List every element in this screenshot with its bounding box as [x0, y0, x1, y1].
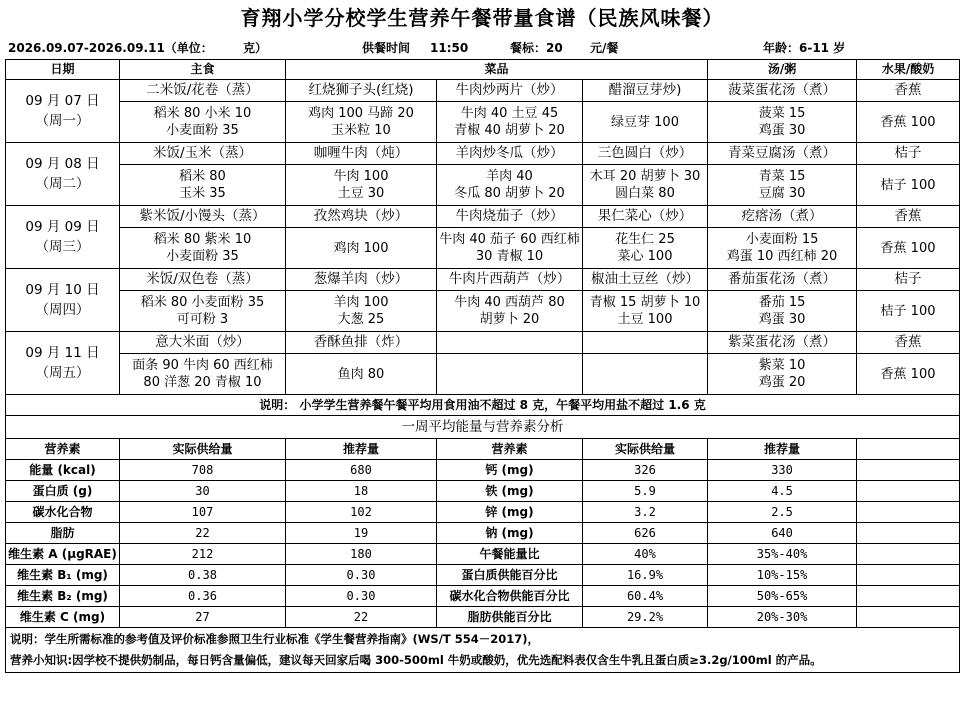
dish1-ingredients	[286, 291, 437, 332]
ingredient-line: 鸡蛋 30	[758, 123, 806, 138]
nutrient-value: 18	[286, 481, 437, 502]
soup-ingredients	[708, 228, 857, 269]
dish1-dish-name: 香酥鱼排（炸）	[286, 332, 437, 354]
ingredient-line: 土豆 100	[617, 312, 673, 327]
ingredient-line: 30 青椒 10	[475, 249, 544, 264]
menu-table	[5, 59, 960, 673]
nutrient-blank	[857, 481, 960, 502]
day-dish-row	[6, 332, 960, 354]
nutrient-row	[6, 502, 960, 523]
day-date-cell	[6, 332, 120, 395]
ingredient-line: 青椒 40 胡萝卜 20	[454, 123, 565, 138]
day-weekday: （周五）	[35, 365, 90, 381]
nutrient-blank	[857, 502, 960, 523]
dish2-dish-name: 牛肉片西葫芦（炒）	[437, 269, 583, 291]
dish2-ingredients	[437, 228, 583, 269]
dish2-dish-name: 羊肉炒冬瓜（炒）	[437, 143, 583, 165]
menu-header-row	[6, 60, 960, 80]
ingredient-line: 玉米 35	[179, 186, 226, 201]
fruit-ingredients	[857, 354, 960, 395]
staple-dish-name: 意大米面（炒）	[120, 332, 286, 354]
soup-dish-name: 番茄蛋花汤（煮）	[708, 269, 857, 291]
ingredient-line: 胡萝卜 20	[479, 312, 540, 327]
ingredient-line: 土豆 30	[337, 186, 385, 201]
nutrient-blank	[857, 523, 960, 544]
soup-dish-name: 青菜豆腐汤（煮）	[708, 143, 857, 165]
analysis-title: 一周平均能量与营养素分析	[6, 416, 960, 439]
nutrient-header: 营养素	[437, 439, 583, 460]
ingredient-line: 鸡蛋 30	[758, 312, 806, 327]
nutrient-row	[6, 481, 960, 502]
nutrient-value: 35%-40%	[708, 544, 857, 565]
dish1-dish-name: 孜然鸡块（炒）	[286, 206, 437, 228]
ingredient-line: 木耳 20 胡萝卜 30	[589, 169, 701, 184]
day-date: 09 月 07 日	[25, 93, 100, 109]
ingredient-line: 稻米 80	[179, 169, 226, 184]
day-date: 09 月 11 日	[25, 345, 100, 361]
dish1-ingredients	[286, 102, 437, 143]
ingredient-line: 鸡肉 100	[333, 240, 389, 256]
dish3-dish-name: 三色圆白（炒）	[583, 143, 708, 165]
ingredient-line: 80 洋葱 20 青椒 10	[143, 375, 262, 390]
nutrient-value: 212	[120, 544, 286, 565]
dish1-ingredients	[286, 165, 437, 206]
fruit-ingredients	[857, 291, 960, 332]
dish3-dish-name	[583, 332, 708, 354]
nutrient-blank	[857, 565, 960, 586]
ingredient-line: 玉米粒 10	[331, 123, 391, 138]
day-date-cell	[6, 206, 120, 269]
nutrient-value: 19	[286, 523, 437, 544]
nutrient-header-row	[6, 439, 960, 460]
dish3-dish-name: 果仁菜心（炒）	[583, 206, 708, 228]
nutrient-value: 50%-65%	[708, 586, 857, 607]
nutrient-value: 0.30	[286, 565, 437, 586]
ingredient-line: 小麦面粉 35	[166, 249, 239, 264]
nutrient-value: 0.38	[120, 565, 286, 586]
dish3-ingredients	[583, 291, 708, 332]
ingredient-line: 牛肉 40 土豆 45	[460, 106, 559, 121]
nutrient-name: 脂肪	[6, 523, 120, 544]
unit-label: 克）	[243, 41, 268, 55]
dish3-dish-name: 醋溜豆芽炒)	[583, 80, 708, 102]
nutrient-blank	[857, 607, 960, 628]
ingredient-line: 番茄 15	[758, 295, 806, 310]
nutrient-name: 铁 (mg)	[437, 481, 583, 502]
ingredient-line: 香蕉 100	[880, 240, 936, 256]
nutrient-value: 102	[286, 502, 437, 523]
dish2-ingredients	[437, 291, 583, 332]
nutrient-value: 16.9%	[583, 565, 708, 586]
analysis-title-row	[6, 416, 960, 439]
dish3-ingredients	[583, 165, 708, 206]
ingredient-line: 小麦面粉 15	[745, 232, 819, 247]
dish2-dish-name: 牛肉炒两片（炒）	[437, 80, 583, 102]
ingredient-line: 青菜 15	[758, 169, 806, 184]
header-soup: 汤/粥	[708, 60, 857, 80]
header-staple: 主食	[120, 60, 286, 80]
nutrient-value: 680	[286, 460, 437, 481]
ingredient-line: 稻米 80 小麦面粉 35	[140, 295, 265, 310]
day-weekday: （周四）	[35, 302, 90, 318]
ingredient-line: 圆白菜 80	[615, 186, 675, 201]
nutrient-row	[6, 586, 960, 607]
staple-ingredients	[120, 354, 286, 395]
nutrient-header: 推荐量	[286, 439, 437, 460]
header-fruit: 水果/酸奶	[857, 60, 960, 80]
nutrient-header: 实际供给量	[583, 439, 708, 460]
nutrient-name: 蛋白质 (g)	[6, 481, 120, 502]
day-weekday: （周一）	[35, 113, 90, 129]
ingredient-line: 菜心 100	[617, 249, 673, 264]
day-weekday: （周三）	[35, 239, 90, 255]
ingredient-line: 牛肉 40 西葫芦 80	[454, 295, 565, 310]
nutrient-value: 60.4%	[583, 586, 708, 607]
day-date: 09 月 10 日	[25, 282, 100, 298]
nutrient-value: 3.2	[583, 502, 708, 523]
day-date-cell	[6, 80, 120, 143]
nutrient-value: 22	[120, 523, 286, 544]
ingredient-line: 花生仁 25	[615, 232, 675, 247]
nutrient-value: 640	[708, 523, 857, 544]
ingredient-line: 羊肉 40	[486, 169, 533, 184]
oil-salt-note-row	[6, 395, 960, 416]
soup-dish-name: 紫菜蛋花汤（煮）	[708, 332, 857, 354]
soup-ingredients	[708, 291, 857, 332]
ingredient-line: 豆腐 30	[758, 186, 806, 201]
day-date: 09 月 08 日	[25, 156, 100, 172]
dish1-ingredients	[286, 354, 437, 395]
nutrient-value: 22	[286, 607, 437, 628]
nutrient-row	[6, 544, 960, 565]
dish3-ingredients	[583, 228, 708, 269]
nutrient-name: 钠 (mg)	[437, 523, 583, 544]
dish1-dish-name: 葱爆羊肉（炒）	[286, 269, 437, 291]
nutrient-value: 10%-15%	[708, 565, 857, 586]
ingredient-line: 桔子 100	[880, 303, 936, 319]
staple-ingredients	[120, 102, 286, 143]
staple-ingredients	[120, 291, 286, 332]
day-dish-row	[6, 143, 960, 165]
ingredient-line: 稻米 80 小米 10	[153, 106, 252, 121]
staple-dish-name: 米饭/双色卷（蒸）	[120, 269, 286, 291]
dish3-ingredients	[583, 102, 708, 143]
ingredient-line: 小麦面粉 35	[166, 123, 239, 138]
ingredient-line: 鱼肉 80	[337, 366, 385, 382]
dish1-dish-name: 咖喱牛肉（炖）	[286, 143, 437, 165]
page-title: 育翔小学分校学生营养午餐带量食谱（民族风味餐）	[240, 6, 724, 30]
nutrient-value: 2.5	[708, 502, 857, 523]
nutrient-name: 维生素 B₂ (mg)	[6, 586, 120, 607]
header-date: 日期	[6, 60, 120, 80]
footer-row	[6, 628, 960, 673]
ingredient-line: 牛肉 40 茄子 60 西红柿	[439, 232, 580, 247]
fruit-ingredients	[857, 165, 960, 206]
dish3-ingredients	[583, 354, 708, 395]
dish2-dish-name	[437, 332, 583, 354]
ingredient-line: 羊肉 100	[333, 295, 389, 310]
nutrient-header: 推荐量	[708, 439, 857, 460]
nutrient-value: 708	[120, 460, 286, 481]
ingredient-line: 香蕉 100	[880, 114, 936, 130]
ingredient-line: 可可粉 3	[176, 312, 229, 327]
soup-dish-name: 菠菜蛋花汤（煮）	[708, 80, 857, 102]
nutrient-blank	[857, 586, 960, 607]
nutrient-value: 40%	[583, 544, 708, 565]
nutrient-value: 27	[120, 607, 286, 628]
day-date: 09 月 09 日	[25, 219, 100, 235]
staple-dish-name: 紫米饭/小馒头（蒸）	[120, 206, 286, 228]
nutrient-name: 锌 (mg)	[437, 502, 583, 523]
ingredient-line: 面条 90 牛肉 60 西红柿	[132, 358, 273, 373]
day-ingredient-row	[6, 354, 960, 395]
nutrient-header: 营养素	[6, 439, 120, 460]
soup-dish-name: 疙瘩汤（煮）	[708, 206, 857, 228]
nutrient-name: 维生素 A (μgRAE)	[6, 544, 120, 565]
ingredient-line: 鸡蛋 10 西红柿 20	[726, 249, 838, 264]
nutrient-name: 碳水化合物	[6, 502, 120, 523]
nutrient-name: 蛋白质供能百分比	[437, 565, 583, 586]
nutrient-value: 330	[708, 460, 857, 481]
ingredient-line: 冬瓜 80 胡萝卜 20	[454, 186, 565, 201]
soup-ingredients	[708, 102, 857, 143]
nutrient-header-blank	[857, 439, 960, 460]
serving-time-label: 供餐时间	[362, 41, 411, 55]
fruit-dish-name: 香蕉	[857, 80, 960, 102]
ingredient-line: 稻米 80 紫米 10	[153, 232, 252, 247]
ingredient-line: 鸡蛋 20	[758, 375, 806, 390]
staple-dish-name: 米饭/玉米（蒸）	[120, 143, 286, 165]
nutrient-row	[6, 523, 960, 544]
header-dishes: 菜品	[286, 60, 708, 80]
nutrient-name: 维生素 C (mg)	[6, 607, 120, 628]
nutrient-value: 626	[583, 523, 708, 544]
day-date-cell	[6, 143, 120, 206]
fruit-dish-name: 香蕉	[857, 206, 960, 228]
nutrient-blank	[857, 544, 960, 565]
nutrient-row	[6, 607, 960, 628]
day-ingredient-row	[6, 165, 960, 206]
oil-salt-note: 说明： 小学学生营养餐午餐平均用食用油不超过 8 克，午餐平均用盐不超过 1.6 克	[6, 395, 960, 416]
fruit-dish-name: 桔子	[857, 143, 960, 165]
ingredient-line: 牛肉 100	[333, 169, 389, 184]
soup-ingredients	[708, 354, 857, 395]
staple-ingredients	[120, 165, 286, 206]
nutrient-value: 107	[120, 502, 286, 523]
nutrient-value: 30	[120, 481, 286, 502]
nutrient-value: 0.36	[120, 586, 286, 607]
footer-line1: 说明：学生所需标准的参考值及评价标准参照卫生行业标准《学生餐营养指南》(WS/T 554－2017)，	[10, 632, 540, 646]
day-dish-row	[6, 206, 960, 228]
nutrient-value: 29.2%	[583, 607, 708, 628]
fruit-ingredients	[857, 102, 960, 143]
footer-line2: 营养小知识:因学校不提供奶制品，每日钙含量偏低，建议每天回家后喝 300-500ml 牛奶或酸奶，优先选配料表仅含生牛乳且蛋白质≥3.2g/100ml 的产品。	[10, 653, 822, 667]
staple-ingredients	[120, 228, 286, 269]
nutrient-name: 碳水化合物供能百分比	[437, 586, 583, 607]
ingredient-line: 菠菜 15	[758, 106, 806, 121]
ingredient-line: 绿豆芽 100	[611, 114, 679, 130]
fruit-dish-name: 桔子	[857, 269, 960, 291]
soup-ingredients	[708, 165, 857, 206]
ingredient-line: 香蕉 100	[880, 366, 936, 382]
ingredient-line: 青椒 15 胡萝卜 10	[589, 295, 701, 310]
ingredient-line: 大葱 25	[337, 312, 385, 327]
meal-standard: 餐标：20	[510, 41, 563, 55]
ingredient-line: 桔子 100	[880, 177, 936, 193]
ingredient-line: 鸡肉 100 马蹄 20	[308, 106, 414, 121]
day-weekday: （周二）	[35, 176, 90, 192]
ingredient-line: 紫菜 10	[758, 358, 806, 373]
nutrient-value: 5.9	[583, 481, 708, 502]
dish1-dish-name: 红烧狮子头(红烧)	[286, 80, 437, 102]
age-range: 年龄：6-11 岁	[763, 41, 846, 55]
nutrient-row	[6, 565, 960, 586]
day-dish-row	[6, 269, 960, 291]
fruit-dish-name: 香蕉	[857, 332, 960, 354]
meal-standard-unit: 元/餐	[590, 41, 619, 55]
nutrient-value: 180	[286, 544, 437, 565]
nutrient-value: 20%-30%	[708, 607, 857, 628]
dish2-ingredients	[437, 354, 583, 395]
nutrient-blank	[857, 460, 960, 481]
nutrient-header: 实际供给量	[120, 439, 286, 460]
dish3-dish-name: 椒油土豆丝（炒）	[583, 269, 708, 291]
dish2-ingredients	[437, 102, 583, 143]
day-ingredient-row	[6, 291, 960, 332]
nutrient-row	[6, 460, 960, 481]
serving-time: 11:50	[430, 41, 469, 55]
info-bar	[8, 38, 958, 58]
nutrient-name: 午餐能量比	[437, 544, 583, 565]
nutrient-name: 维生素 B₁ (mg)	[6, 565, 120, 586]
nutrient-value: 4.5	[708, 481, 857, 502]
day-dish-row	[6, 80, 960, 102]
nutrient-name: 钙 (mg)	[437, 460, 583, 481]
day-ingredient-row	[6, 102, 960, 143]
nutrient-value: 0.30	[286, 586, 437, 607]
nutrient-name: 能量 (kcal)	[6, 460, 120, 481]
dish1-ingredients	[286, 228, 437, 269]
fruit-ingredients	[857, 228, 960, 269]
day-ingredient-row	[6, 228, 960, 269]
dish2-dish-name: 牛肉烧茄子（炒）	[437, 206, 583, 228]
day-date-cell	[6, 269, 120, 332]
footer-notes	[6, 628, 960, 673]
date-range: 2026.09.07-2026.09.11（单位：	[8, 41, 213, 55]
nutrient-value: 326	[583, 460, 708, 481]
staple-dish-name: 二米饭/花卷（蒸）	[120, 80, 286, 102]
nutrient-name: 脂肪供能百分比	[437, 607, 583, 628]
dish2-ingredients	[437, 165, 583, 206]
